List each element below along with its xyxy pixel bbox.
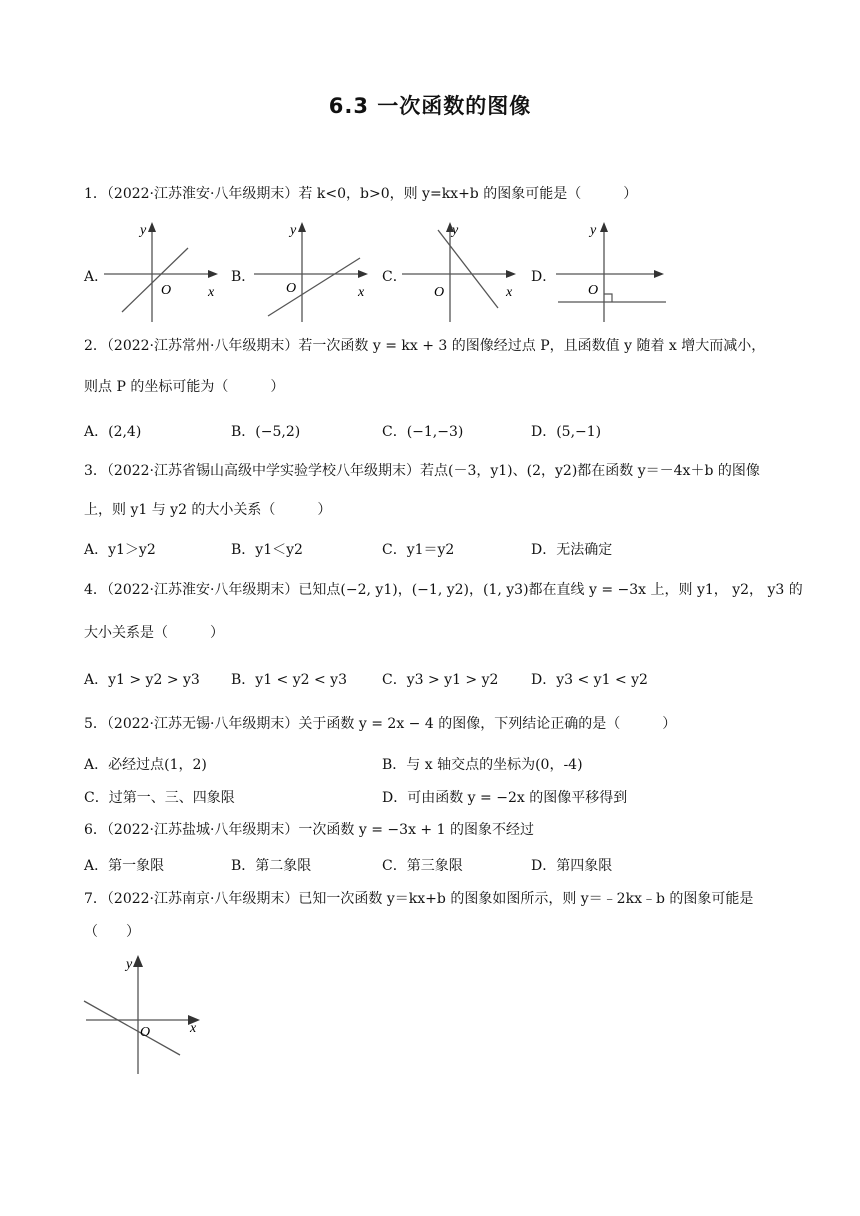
q1-b-x-label: x	[358, 285, 365, 300]
q6-stem: 6．（2022·江苏盐城·八年级期末）一次函数 y = −3x + 1 的图象不经过	[84, 822, 534, 838]
q3-option-a: A．y1＞y2	[84, 542, 156, 558]
q1-d-origin-label: O	[588, 283, 599, 298]
q4-option-b: B．y1 < y2 < y3	[231, 672, 347, 688]
q1-a-origin-label: O	[161, 283, 172, 298]
q5-option-d: D．可由函数 y = −2x 的图像平移得到	[382, 790, 628, 806]
q2-option-b: B．(−5,2)	[231, 424, 301, 440]
q7-stem-line2: （ ）	[84, 924, 140, 940]
q2-option-a: A．(2,4)	[84, 424, 142, 440]
q4-option-d: D．y3 < y1 < y2	[531, 672, 648, 688]
q1-a-y-label: y	[140, 223, 147, 238]
q1-option-a-label: A．	[84, 269, 109, 285]
q2-option-d: D．(5,−1)	[531, 424, 602, 440]
q3-stem-line2: 上，则 y1 与 y2 的大小关系（ ）	[84, 502, 332, 518]
q1-graph-a	[104, 218, 222, 322]
q4-stem-line2: 大小关系是（ ）	[84, 625, 224, 641]
q6-option-c: C．第三象限	[382, 858, 463, 874]
q2-stem-line1: 2．（2022·江苏常州·八年级期末）若一次函数 y = kx + 3 的图像经过点 P，且函数值 y 随着 x 增大而减小，	[84, 338, 766, 354]
q7-stem-line1: 7．（2022·江苏南京·八年级期末）已知一次函数 y＝kx+b 的图象如图所示，则 y＝﹣2kx﹣b 的图象可能是	[84, 891, 754, 907]
q3-option-c: C．y1＝y2	[382, 542, 455, 558]
q7-y-label: y	[126, 957, 133, 972]
q7-x-label: x	[190, 1021, 197, 1036]
q1-option-b-label: B．	[231, 269, 256, 285]
q7-graph	[82, 952, 212, 1076]
q4-option-a: A．y1 > y2 > y3	[84, 672, 200, 688]
q6-option-a: A．第一象限	[84, 858, 165, 874]
q1-c-x-label: x	[506, 285, 513, 300]
q1-c-y-label: y	[452, 223, 459, 238]
q5-option-b: B．与 x 轴交点的坐标为(0，-4)	[382, 757, 583, 773]
q1-a-x-label: x	[208, 285, 215, 300]
q2-option-c: C．(−1,−3)	[382, 424, 464, 440]
q1-graph-b	[254, 218, 372, 322]
q3-option-b: B．y1＜y2	[231, 542, 303, 558]
q2-stem-line2: 则点 P 的坐标可能为（ ）	[84, 379, 285, 395]
q5-stem: 5．（2022·江苏无锡·八年级期末）关于函数 y = 2x − 4 的图像，下列结论正确的是（ ）	[84, 716, 677, 732]
q6-option-b: B．第二象限	[231, 858, 312, 874]
q1-option-c-label: C．	[382, 269, 407, 285]
q1-stem: 1．（2022·江苏淮安·八年级期末）若 k<0，b>0，则 y=kx+b 的图象可能是（ ）	[84, 186, 638, 202]
q5-option-c: C．过第一、三、四象限	[84, 790, 235, 806]
q1-option-d-label: D．	[531, 269, 557, 285]
q1-d-y-label: y	[590, 223, 597, 238]
q1-graph-c	[402, 218, 520, 322]
q4-stem-line1: 4．（2022·江苏淮安·八年级期末）已知点(−2, y1)，(−1, y2)，(1, y3)都在直线 y = −3x 上，则 y1， y2， y3 的	[84, 582, 803, 598]
q1-c-origin-label: O	[434, 285, 445, 300]
q6-option-d: D．第四象限	[531, 858, 613, 874]
q1-b-y-label: y	[290, 223, 297, 238]
q3-stem-line1: 3．（2022·江苏省锡山高级中学实验学校八年级期末）若点(－3，y1)、(2，y2)都在函数 y＝－4x＋b 的图像	[84, 463, 760, 479]
page-title: 6.3 一次函数的图像	[328, 94, 532, 118]
q1-graph-d	[556, 218, 674, 322]
q5-option-a: A．必经过点(1，2)	[84, 757, 207, 773]
q3-option-d: D．无法确定	[531, 542, 613, 558]
q7-origin-label: O	[140, 1025, 151, 1040]
q4-option-c: C．y3 > y1 > y2	[382, 672, 499, 688]
q1-b-origin-label: O	[286, 281, 297, 296]
